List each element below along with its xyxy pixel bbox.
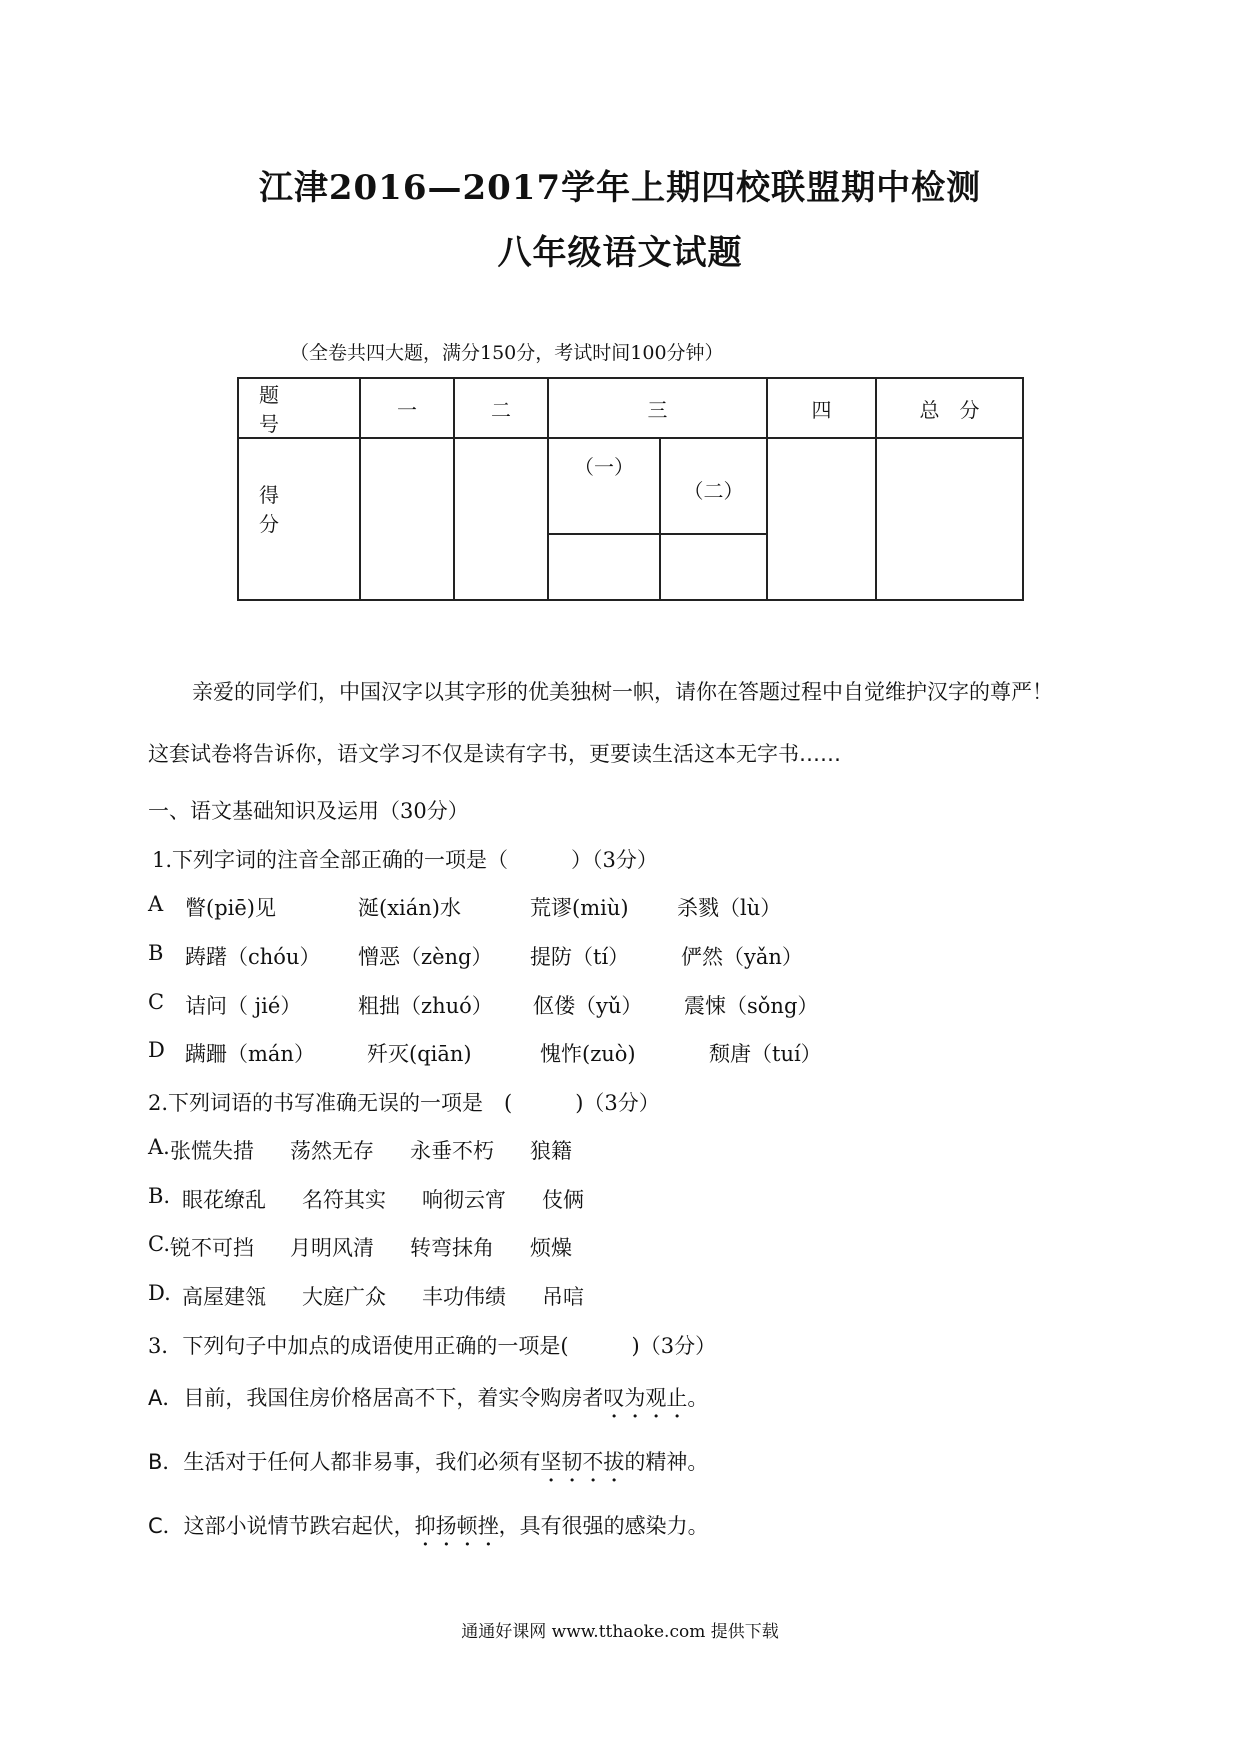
option-letter: C: [148, 990, 165, 1014]
score-cell-total: [876, 438, 1023, 600]
exam-note: （全卷共四大题，满分150分，考试时间100分钟）: [290, 342, 724, 364]
score-header-4: 四: [767, 378, 876, 438]
q3-stem: 3．下列句子中加点的成语使用正确的一项是( )（3分）: [148, 1334, 717, 1358]
option-item: 狼籍: [530, 1139, 572, 1163]
option-item: 诘问（ jié）: [185, 994, 302, 1018]
q3-option-a: [148, 1382, 708, 1423]
option-item: 粗拙（zhuó）: [358, 994, 493, 1018]
score-cell-2: [454, 438, 548, 600]
option-letter: A.: [148, 1135, 170, 1159]
option-item: 踌躇（chóu）: [185, 945, 321, 969]
option-item: 锐不可挡: [170, 1236, 254, 1260]
option-item: 瞥(piē)见: [185, 896, 276, 920]
option-item: 憎恶（zèng）: [358, 945, 493, 969]
q3-option-c: [148, 1510, 709, 1551]
option-item: 荒谬(miù): [530, 896, 629, 920]
option-letter: C.: [148, 1232, 170, 1256]
score-subpart-1: （一）: [548, 438, 660, 534]
page-footer: 通通好课网 www.tthaoke.com 提供下载: [461, 1622, 779, 1642]
option-item: 响彻云宵: [422, 1188, 506, 1212]
option-letter: D: [148, 1038, 165, 1062]
option-item: 歼灭(qiān): [367, 1042, 472, 1066]
option-item: 伛偻（yǔ）: [533, 994, 643, 1018]
option-text: B．生活对于任何人都非易事，我们必须有: [148, 1450, 541, 1474]
option-item: 丰功伟绩: [422, 1285, 506, 1309]
score-header-2: 二: [454, 378, 548, 438]
option-item: 张慌失措: [170, 1139, 254, 1163]
option-item: 名符其实: [302, 1188, 386, 1212]
exam-title: 江津2016—2017学年上期四校联盟期中检测: [258, 168, 982, 208]
option-letter: A: [148, 892, 164, 916]
score-subpart-2: （二）: [660, 438, 767, 534]
section-1-heading: 一、语文基础知识及运用（30分）: [148, 799, 469, 823]
option-item: 眼花缭乱: [182, 1188, 266, 1212]
score-cell-3b: [660, 534, 767, 600]
option-item: 提防（tí）: [530, 945, 630, 969]
option-text: 。: [687, 1386, 709, 1410]
option-item: 荡然无存: [290, 1139, 374, 1163]
option-item: 烦燥: [530, 1236, 572, 1260]
score-cell-4: [767, 438, 876, 600]
option-item: 颓唐（tuí）: [709, 1042, 822, 1066]
exam-subtitle: 八年级语文试题: [497, 233, 743, 273]
option-item: 吊唁: [542, 1285, 584, 1309]
dotted-idiom: 坚韧不拔: [540, 1450, 625, 1474]
option-item: 蹒跚（mán）: [185, 1042, 315, 1066]
option-item: 俨然（yǎn）: [681, 945, 803, 969]
option-item: 永垂不朽: [410, 1139, 494, 1163]
score-header-total: 总 分: [876, 378, 1023, 438]
option-text: C．这部小说情节跌宕起伏，: [148, 1514, 415, 1538]
intro-line-2: 这套试卷将告诉你，语文学习不仅是读有字书，更要读生活这本无字书……: [148, 742, 841, 766]
option-item: 涎(xián)水: [358, 896, 461, 920]
option-item: 高屋建瓴: [182, 1285, 266, 1309]
q1-stem: 1.下列字词的注音全部正确的一项是（ ）（3分）: [152, 848, 658, 872]
option-item: 愧怍(zuò): [540, 1042, 636, 1066]
q2-stem: 2.下列词语的书写准确无误的一项是 ( )（3分）: [148, 1091, 660, 1115]
option-text: ，具有很强的感染力。: [498, 1514, 709, 1538]
score-cell-1: [360, 438, 454, 600]
option-text: A．目前，我国住房价格居高不下，着实令购房者: [148, 1386, 604, 1410]
option-item: 杀戮（lù）: [677, 896, 782, 920]
score-cell-3a: [548, 534, 660, 600]
option-item: 震悚（sǒng）: [684, 994, 819, 1018]
option-text: 的精神。: [624, 1450, 709, 1474]
option-letter: D.: [148, 1281, 171, 1305]
option-item: 大庭广众: [302, 1285, 386, 1309]
score-row-label: 得 分: [238, 438, 360, 600]
option-item: 伎俩: [542, 1188, 584, 1212]
score-header-label: 题 号: [238, 378, 360, 438]
option-letter: B.: [148, 1184, 171, 1208]
q3-option-b: [148, 1446, 708, 1487]
dotted-idiom: 抑扬顿挫: [414, 1514, 499, 1538]
intro-line-1: 亲爱的同学们，中国汉字以其字形的优美独树一帜，请你在答题过程中自觉维护汉字的尊严！: [192, 680, 1053, 704]
option-item: 转弯抹角: [410, 1236, 494, 1260]
score-header-3: 三: [548, 378, 767, 438]
score-table: [237, 377, 1024, 601]
option-letter: B: [148, 941, 164, 965]
dotted-idiom: 叹为观止: [603, 1386, 688, 1410]
score-header-1: 一: [360, 378, 454, 438]
option-item: 月明风清: [290, 1236, 374, 1260]
